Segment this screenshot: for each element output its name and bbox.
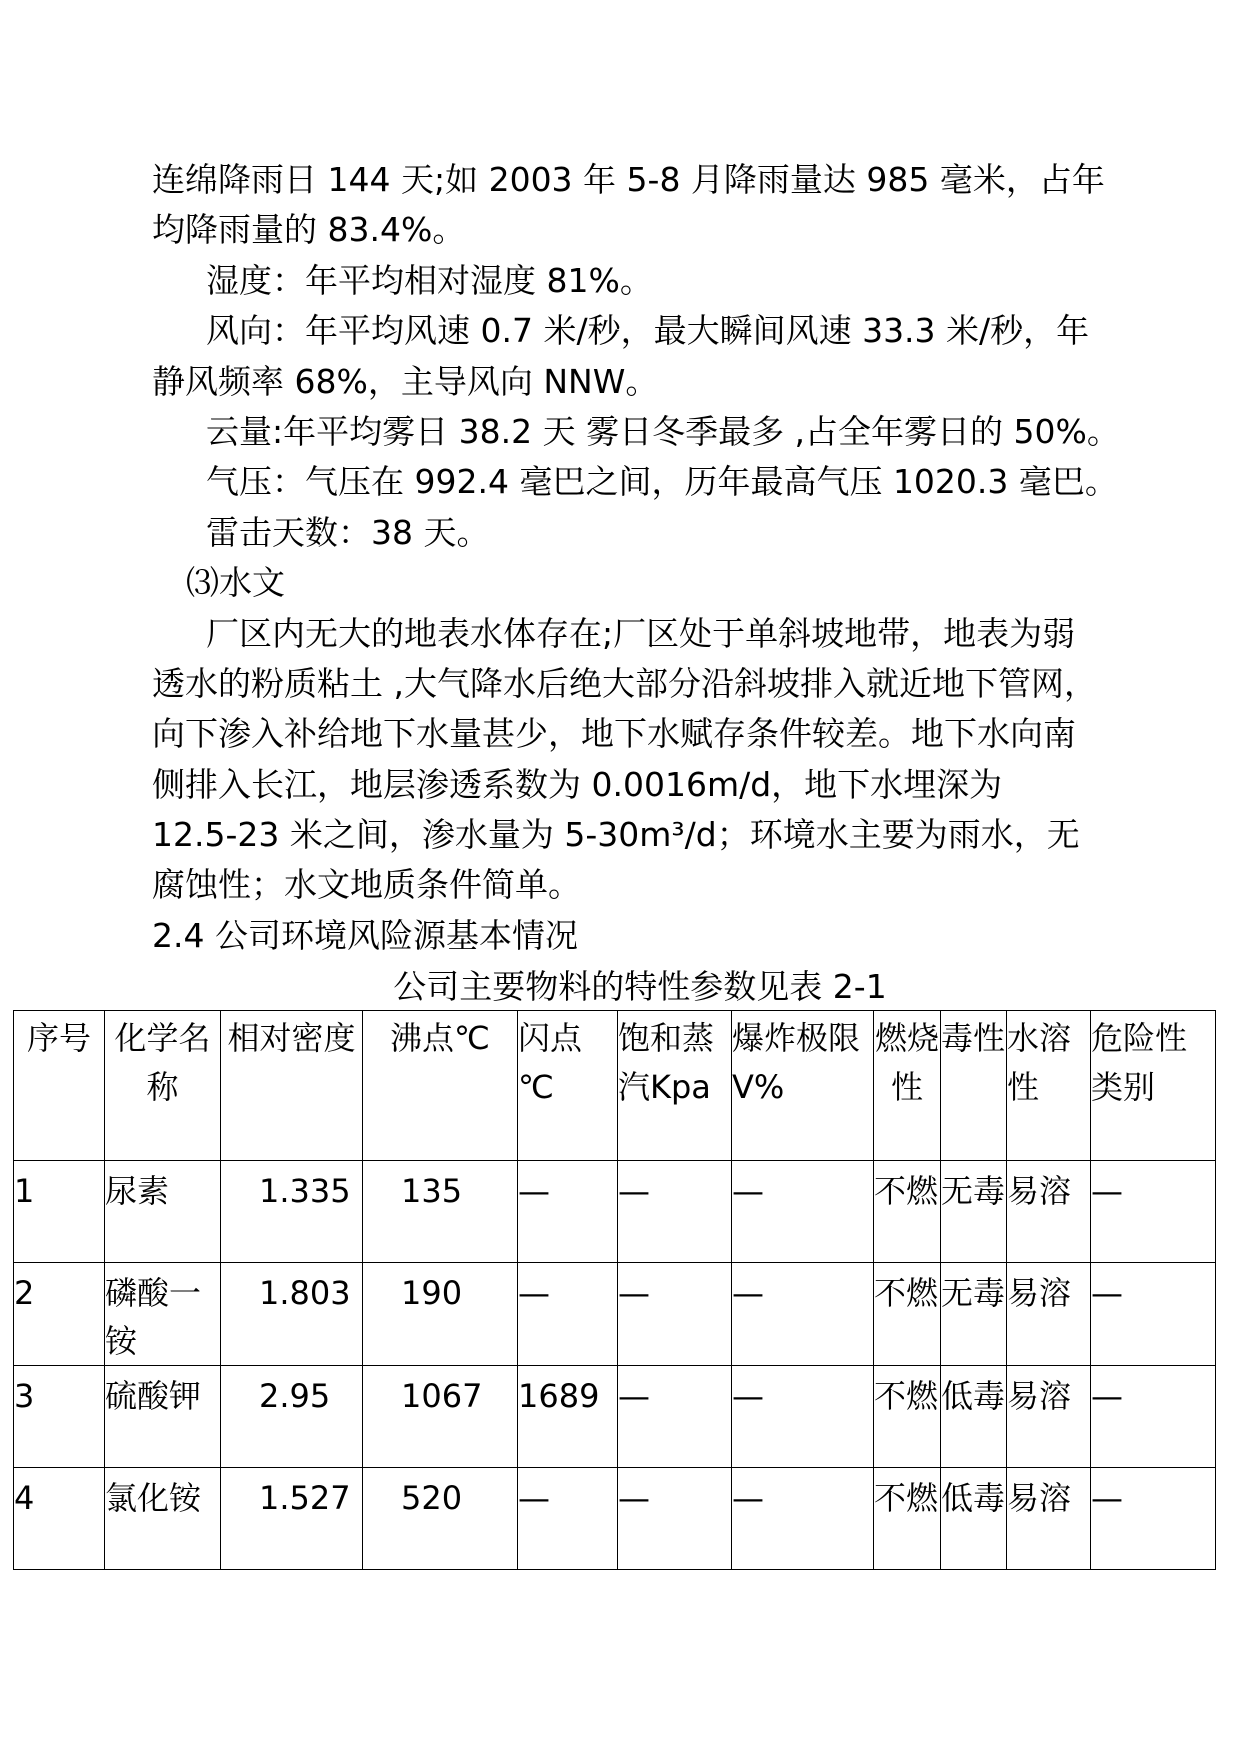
cell-relative-density: 1.803 (221, 1263, 363, 1366)
cell-toxicity: 无毒 (941, 1263, 1007, 1366)
cell-relative-density: 2.95 (221, 1366, 363, 1468)
header-serial-no: 序号 (14, 1011, 105, 1161)
cell-water-solubility: 易溶 (1007, 1366, 1091, 1468)
wind-line: 静风频率 68%，主导风向 NNW。 (152, 361, 659, 401)
cell-chemical-name: 氯化铵 (105, 1468, 221, 1570)
hydrology-line: 腐蚀性；水文地质条件简单。 (152, 865, 581, 905)
rainfall-line: 均降雨量的 83.4%。 (152, 210, 466, 250)
header-toxicity: 毒性 (941, 1011, 1007, 1161)
cell-toxicity: 无毒 (941, 1161, 1007, 1263)
table-row (14, 1468, 1216, 1570)
table-row (14, 1161, 1216, 1263)
cell-hazard-class: — (1091, 1366, 1216, 1468)
material-properties-table (13, 1010, 1216, 1570)
table-header-row (14, 1011, 1216, 1161)
header-water-solubility: 水溶性 (1007, 1011, 1091, 1161)
cell-hazard-class: — (1091, 1468, 1216, 1570)
cell-chemical-name: 磷酸一铵 (105, 1263, 221, 1366)
cell-water-solubility: 易溶 (1007, 1263, 1091, 1366)
humidity-line: 湿度：年平均相对湿度 81%。 (206, 260, 653, 300)
header-flash-point: 闪点℃ (518, 1011, 618, 1161)
cell-serial-no: 3 (14, 1366, 105, 1468)
header-relative-density: 相对密度 (221, 1011, 363, 1161)
cell-flammability: 不燃 (874, 1366, 941, 1468)
cell-flammability: 不燃 (874, 1161, 941, 1263)
cloud-line: 云量:年平均雾日 38.2 天 雾日冬季最多 ,占全年雾日的 50%。 (206, 411, 1120, 451)
cell-explosion-limit: — (732, 1161, 874, 1263)
cell-flash-point: — (518, 1161, 618, 1263)
header-chemical-name: 化学名称 (105, 1011, 221, 1161)
hydrology-line: 12.5-23 米之间，渗水量为 5-30m³/d；环境水主要为雨水，无 (152, 815, 1080, 855)
cell-boiling-point: 135 (363, 1161, 518, 1263)
body-text (152, 155, 1212, 961)
cell-chemical-name: 硫酸钾 (105, 1366, 221, 1468)
cell-serial-no: 2 (14, 1263, 105, 1366)
cell-vapor-pressure: — (618, 1161, 732, 1263)
cell-flammability: 不燃 (874, 1263, 941, 1366)
cell-relative-density: 1.335 (221, 1161, 363, 1263)
hydrology-line: 侧排入长江，地层渗透系数为 0.0016m/d，地下水埋深为 (152, 764, 1003, 804)
cell-serial-no: 1 (14, 1161, 105, 1263)
cell-flash-point: 1689 (518, 1366, 618, 1468)
cell-toxicity: 低毒 (941, 1468, 1007, 1570)
cell-toxicity: 低毒 (941, 1366, 1007, 1468)
hydrology-line: 向下渗入补给地下水量甚少，地下水赋存条件较差。地下水向南 (152, 714, 1076, 754)
table-caption: 公司主要物料的特性参数见表 2-1 (393, 967, 887, 1006)
cell-vapor-pressure: — (618, 1468, 732, 1570)
rainfall-line: 连绵降雨日 144 天;如 2003 年 5-8 月降雨量达 985 毫米，占年 (152, 160, 1105, 199)
table-row (14, 1366, 1216, 1468)
header-flammability: 燃烧性 (874, 1011, 941, 1161)
cell-flash-point: — (518, 1468, 618, 1570)
section-heading: 2.4 公司环境风险源基本情况 (152, 915, 578, 955)
header-boiling-point: 沸点℃ (363, 1011, 518, 1161)
pressure-line: 气压：气压在 992.4 毫巴之间，历年最高气压 1020.3 毫巴。 (206, 462, 1118, 502)
cell-explosion-limit: — (732, 1263, 874, 1366)
cell-vapor-pressure: — (618, 1263, 732, 1366)
header-explosion-limit: 爆炸极限 V% (732, 1011, 874, 1161)
cell-water-solubility: 易溶 (1007, 1468, 1091, 1570)
cell-water-solubility: 易溶 (1007, 1161, 1091, 1263)
hydrology-heading: ⑶水文 (186, 563, 285, 603)
cell-explosion-limit: — (732, 1468, 874, 1570)
cell-hazard-class: — (1091, 1161, 1216, 1263)
cell-flammability: 不燃 (874, 1468, 941, 1570)
cell-chemical-name: 尿素 (105, 1161, 221, 1263)
cell-serial-no: 4 (14, 1468, 105, 1570)
cell-relative-density: 1.527 (221, 1468, 363, 1570)
wind-line: 风向：年平均风速 0.7 米/秒，最大瞬间风速 33.3 米/秒，年 (206, 311, 1090, 351)
table-row (14, 1263, 1216, 1366)
cell-boiling-point: 1067 (363, 1366, 518, 1468)
hydrology-line: 厂区内无大的地表水体存在;厂区处于单斜坡地带，地表为弱 (206, 613, 1076, 653)
cell-explosion-limit: — (732, 1366, 874, 1468)
cell-hazard-class: — (1091, 1263, 1216, 1366)
hydrology-line: 透水的粉质粘土 ,大气降水后绝大部分沿斜坡排入就近地下管网， (152, 663, 1097, 703)
cell-boiling-point: 190 (363, 1263, 518, 1366)
cell-flash-point: — (518, 1263, 618, 1366)
thunder-line: 雷击天数：38 天。 (206, 512, 490, 552)
cell-boiling-point: 520 (363, 1468, 518, 1570)
header-hazard-class: 危险性类别 (1091, 1011, 1216, 1161)
cell-vapor-pressure: — (618, 1366, 732, 1468)
header-vapor-pressure: 饱和蒸汽Kpa (618, 1011, 732, 1161)
